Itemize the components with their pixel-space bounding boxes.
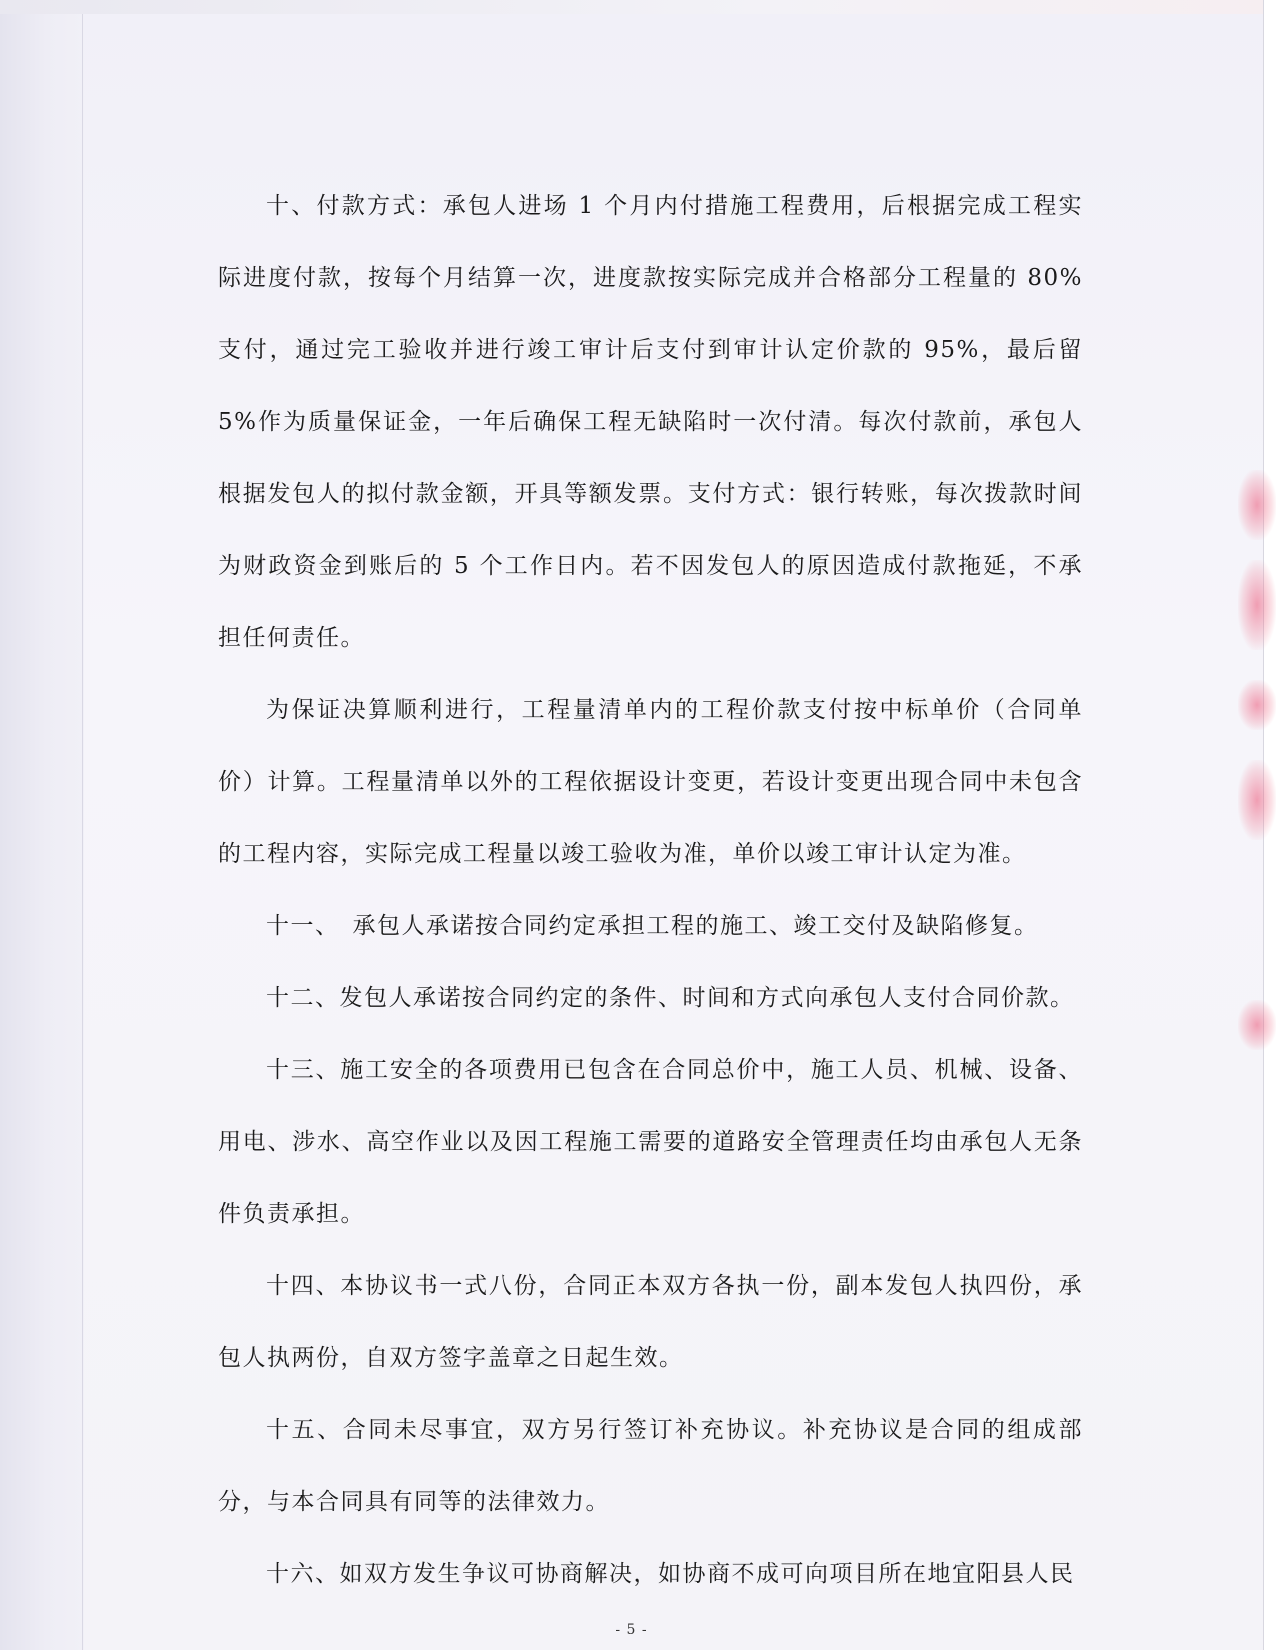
seal-fragment-mark bbox=[1238, 560, 1276, 650]
clause-11-contractor-commitment: 十一、 承包人承诺按合同约定承担工程的施工、竣工交付及缺陷修复。 bbox=[266, 913, 1039, 939]
seal-fragment-mark bbox=[1238, 760, 1276, 840]
seal-fragment-mark bbox=[1238, 470, 1276, 540]
clause-settlement-note: 为保证决算顺利进行，工程量清单内的工程价款支付按中标单价（合同单价）计算。工程量清单以外的工程依据设计变更，若设计变更出现合同中未包含的工程内容，实际完成工程量以竣工验收为准，单价以竣工审计认定为准。 bbox=[218, 697, 1083, 867]
scan-top-edge bbox=[0, 0, 1276, 14]
clause-12-employer-commitment: 十二、发包人承诺按合同约定的条件、时间和方式向承包人支付合同价款。 bbox=[266, 985, 1075, 1011]
binding-fold-shadow bbox=[0, 0, 84, 1650]
clause-15-supplementary: 十五、合同未尽事宜，双方另行签订补充协议。补充协议是合同的组成部分，与本合同具有同等的法律效力。 bbox=[218, 1417, 1083, 1515]
seal-fragment-mark bbox=[1238, 680, 1276, 730]
binding-fold-line bbox=[82, 0, 83, 1650]
clause-14-copies: 十四、本协议书一式八份，合同正本双方各执一份，副本发包人执四份，承包人执两份，自双方签字盖章之日起生效。 bbox=[218, 1273, 1083, 1371]
clause-16-disputes: 十六、如双方发生争议可协商解决，如协商不成可向项目所在地宜阳县人民 bbox=[266, 1561, 1075, 1587]
clause-10-payment-method: 十、付款方式：承包人进场 1 个月内付措施工程费用，后根据完成工程实际进度付款，按每个月结算一次，进度款按实际完成并合格部分工程量的 80%支付，通过完工验收并进行竣工审计后支付到审计认定价款的 95%，最后留 5%作为质量保证金，一年后确保工程无缺陷时一次付清。每次付款前，承包人根据发包人的拟付款金额，开具等额发票。支付方式：银行转账，每次拨款时间为财政资金到账后的 5 个工作日内。若不因发包人的原因造成付款拖延，不承担任何责任。 bbox=[218, 193, 1083, 651]
page-number: - 5 - bbox=[615, 1622, 648, 1638]
document-body bbox=[218, 170, 1083, 1610]
seal-fragment-mark bbox=[1238, 1000, 1276, 1050]
clause-13-safety-costs: 十三、施工安全的各项费用已包含在合同总价中，施工人员、机械、设备、用电、涉水、高空作业以及因工程施工需要的道路安全管理责任均由承包人无条件负责承担。 bbox=[218, 1057, 1083, 1227]
